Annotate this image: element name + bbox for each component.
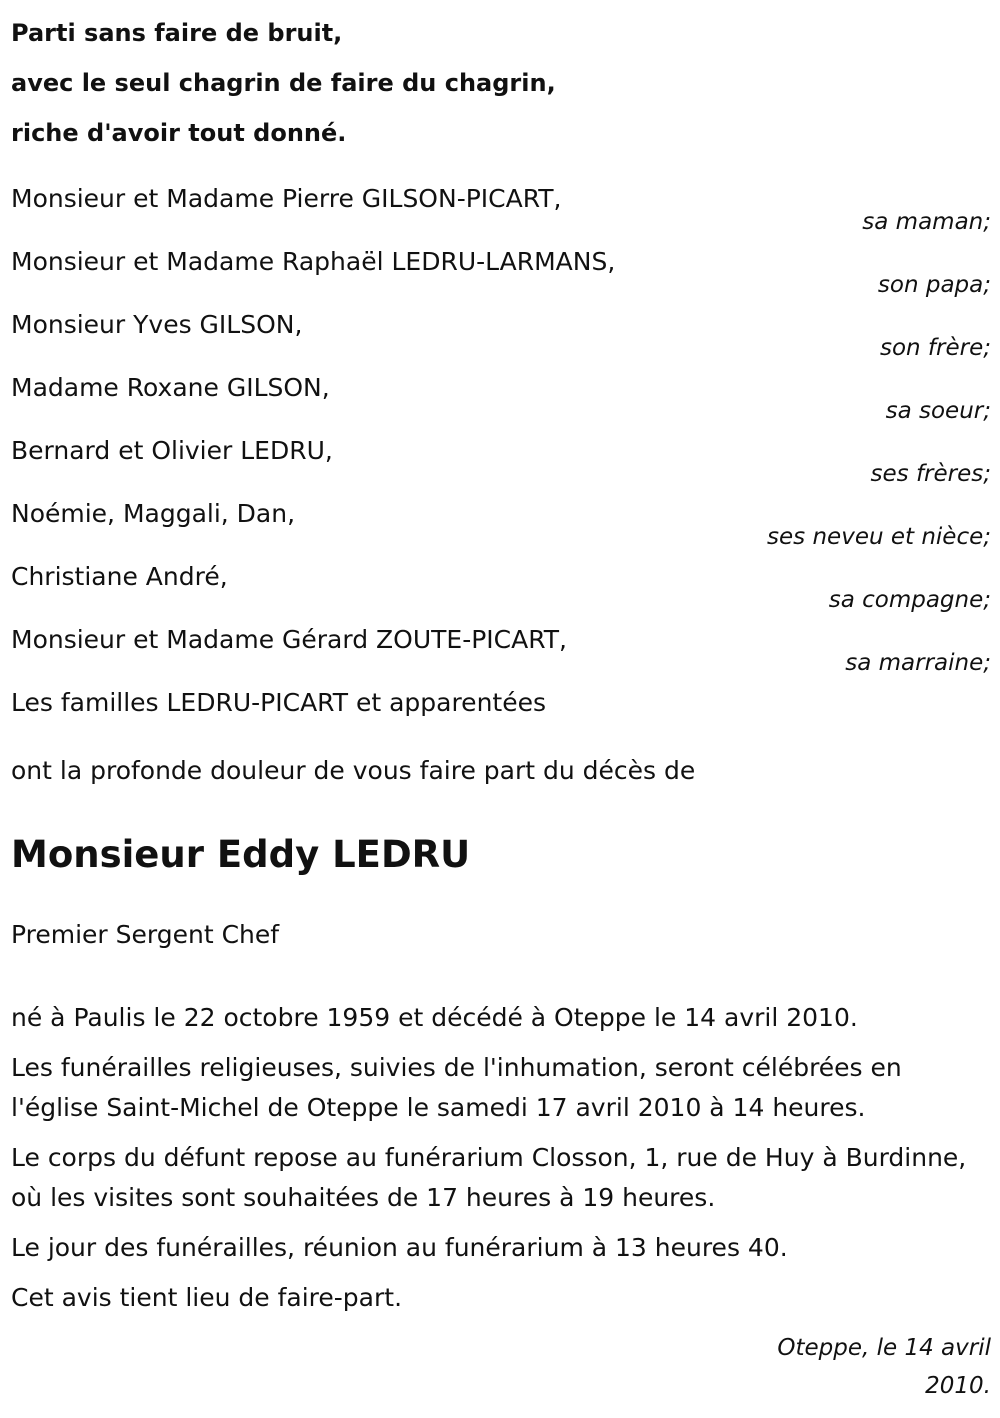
family-row: [11, 182, 991, 245]
family-member-relation: sa compagne;: [828, 587, 991, 613]
family-member-name: Bernard et Olivier LEDRU,: [11, 436, 333, 465]
deceased-name: Monsieur Eddy LEDRU: [11, 833, 471, 876]
epigraph-line: avec le seul chagrin de faire du chagrin,: [11, 69, 556, 97]
family-row: [11, 245, 991, 308]
family-member-relation: ses neveu et nièce;: [767, 524, 991, 550]
epigraph-line: Parti sans faire de bruit,: [11, 19, 343, 47]
place-date-signoff: Oteppe, le 14 avril 2010.: [777, 1335, 991, 1399]
family-member-name: Les familles LEDRU-PICART et apparentées: [11, 688, 546, 717]
detail-paragraph: né à Paulis le 22 octobre 1959 et décédé à Oteppe le 14 avril 2010.: [11, 1003, 858, 1032]
family-row: [11, 686, 991, 720]
family-list: [11, 182, 991, 720]
epigraph-line: riche d'avoir tout donné.: [11, 119, 347, 147]
family-row: [11, 434, 991, 497]
family-member-name: Monsieur et Madame Raphaël LEDRU-LARMANS,: [11, 247, 616, 276]
family-member-name: Noémie, Maggali, Dan,: [11, 499, 296, 528]
family-member-relation: son frère;: [879, 335, 991, 361]
family-member-name: Madame Roxane GILSON,: [11, 373, 330, 402]
family-member-name: Christiane André,: [11, 562, 228, 591]
detail-paragraph: Le corps du défunt repose au funérarium Closson, 1, rue de Huy à Burdinne, où les visites sont souhaitées de 17 heures à 19 heures.: [11, 1143, 967, 1212]
detail-paragraph: Les funérailles religieuses, suivies de l'inhumation, seront célébrées en l'église Saint-Michel de Oteppe le samedi 17 avril 2010 à 14 heures.: [11, 1053, 902, 1122]
family-member-relation: sa soeur;: [885, 398, 991, 424]
family-member-name: Monsieur et Madame Pierre GILSON-PICART,: [11, 184, 562, 213]
family-row: [11, 497, 991, 560]
family-member-relation: sa maman;: [862, 209, 991, 235]
deceased-rank: Premier Sergent Chef: [11, 920, 280, 949]
family-row: [11, 371, 991, 434]
announcement-intro: ont la profonde douleur de vous faire part du décès de: [11, 756, 696, 785]
detail-paragraph: Le jour des funérailles, réunion au funérarium à 13 heures 40.: [11, 1233, 788, 1262]
family-row: [11, 623, 991, 686]
family-member-relation: sa marraine;: [845, 650, 991, 676]
family-row: [11, 560, 991, 623]
family-row: [11, 308, 991, 371]
death-notice: [11, 0, 991, 1328]
detail-paragraph: Cet avis tient lieu de faire-part.: [11, 1283, 403, 1312]
family-member-name: Monsieur et Madame Gérard ZOUTE-PICART,: [11, 625, 567, 654]
family-member-name: Monsieur Yves GILSON,: [11, 310, 303, 339]
notice-details: [11, 998, 991, 1318]
epigraph: [11, 0, 991, 158]
family-member-relation: son papa;: [877, 272, 991, 298]
family-member-relation: ses frères;: [870, 461, 991, 487]
